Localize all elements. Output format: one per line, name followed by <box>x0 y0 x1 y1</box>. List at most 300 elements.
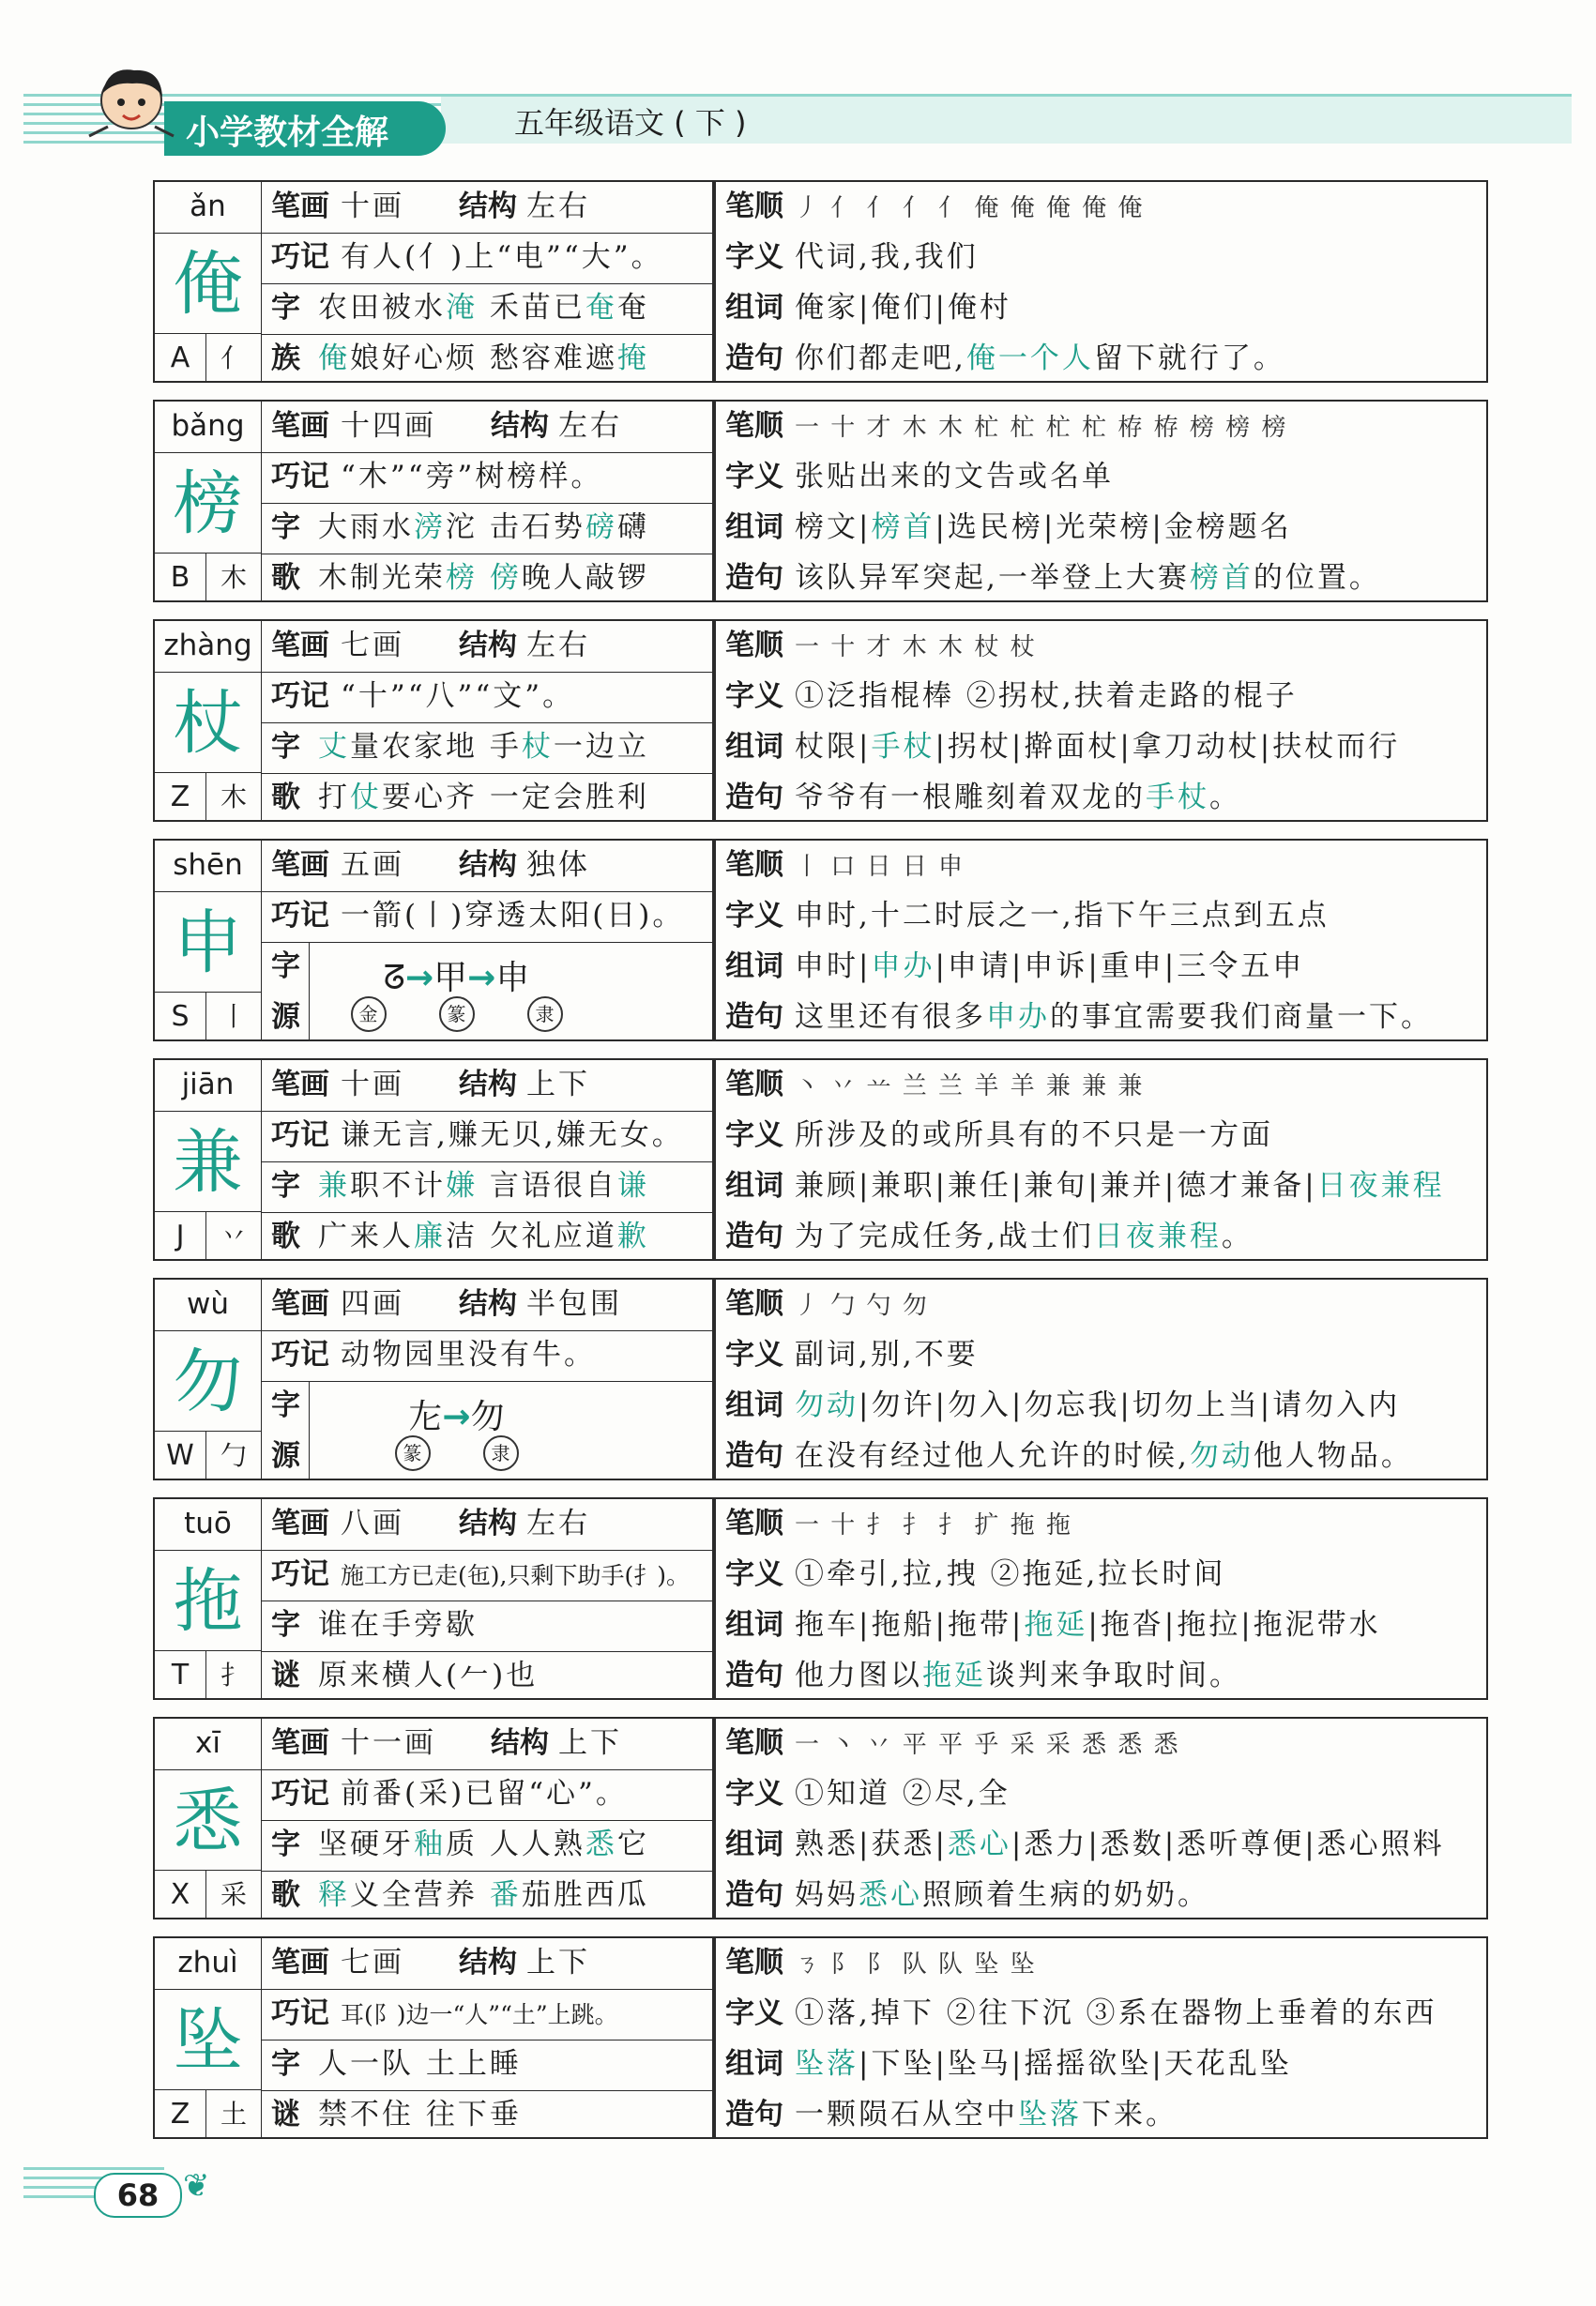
stroke-order-value: 一 十 才 木 木 杖 杖 <box>795 633 1037 661</box>
sentence-row <box>716 993 1490 1043</box>
rhyme-text: 奄 <box>616 291 649 325</box>
highlight-char: 傍 <box>489 561 522 595</box>
script-style-badge: 隶 <box>527 996 563 1032</box>
initial-letter: T <box>155 1651 206 1700</box>
rhyme-row <box>262 334 712 385</box>
boy-mascot-icon <box>80 61 183 155</box>
sentence-row <box>716 1432 1490 1482</box>
sentence-text: 。 <box>1209 781 1241 814</box>
rhyme-kind-label: 歌 <box>271 1878 300 1912</box>
words-row <box>716 1381 1490 1432</box>
meaning-value: ①泛指棍棒 ②拐杖,扶着走路的棍子 <box>795 679 1298 713</box>
mnemonic-value: 谦无言,赚无贝,嫌无女。 <box>341 1118 684 1152</box>
char-usage-box <box>714 180 1488 383</box>
words-row <box>716 722 1490 773</box>
meaning-row <box>716 672 1490 722</box>
highlight-char: 嫌 <box>446 1169 478 1203</box>
page-header <box>0 0 1596 178</box>
rhyme-text: 广来人 <box>318 1220 414 1253</box>
words-value: 申时| <box>795 949 872 983</box>
similar-char-row <box>262 283 712 335</box>
pinyin: ǎn <box>155 182 262 233</box>
meaning-label: 字义 <box>725 1777 783 1811</box>
meaning-row <box>716 891 1490 942</box>
mnemonic-row <box>262 452 712 504</box>
meaning-row <box>716 1550 1490 1601</box>
mnemonic-label: 巧记 <box>271 679 329 713</box>
structure-value: 半包围 <box>526 1287 622 1321</box>
sentence-text: 的事宜需要我们商量一下。 <box>1050 1000 1433 1034</box>
sentence-text: 这里还有很多 <box>795 1000 986 1034</box>
highlight-char: 榜 <box>446 561 478 595</box>
initial-letter: B <box>155 554 206 602</box>
pinyin: jiān <box>155 1060 262 1111</box>
initial-letter: J <box>155 1212 206 1261</box>
rhyme-row <box>262 1871 712 1921</box>
script-style-badge: 篆 <box>439 996 475 1032</box>
char-usage-box <box>714 1936 1488 2139</box>
script-style-badge: 篆 <box>395 1435 431 1471</box>
main-character: 俺 <box>155 233 262 334</box>
mnemonic-value: 耳(阝)边一“人”“土”上跳。 <box>341 2001 618 2028</box>
meaning-value: 申时,十二时辰之一,指下午三点到五点 <box>795 899 1330 933</box>
highlight-word: 榜首 <box>1189 561 1254 595</box>
similar-char-row <box>262 1161 712 1213</box>
words-row <box>716 503 1490 554</box>
rhyme-text: 人一队 土上睡 <box>318 2047 522 2081</box>
structure-value: 左右 <box>526 1507 590 1540</box>
highlight-char: 淹 <box>446 291 478 325</box>
mnemonic-row <box>262 1330 712 1382</box>
char-usage-box <box>714 1278 1488 1480</box>
mnemonic-value: 有人(亻)上“电”“大”。 <box>341 240 663 274</box>
meaning-row <box>716 1330 1490 1381</box>
ancient-glyph: 甲 <box>433 959 468 997</box>
strokes-row <box>262 182 712 234</box>
mnemonic-label: 巧记 <box>271 240 329 274</box>
meaning-value: ①知道 ②尽,全 <box>795 1777 1011 1811</box>
strokes-value: 十画 <box>341 1068 404 1101</box>
rhyme-text: 大雨水 <box>318 510 414 544</box>
stroke-order-value: 一 丶 丷 平 平 乎 采 采 悉 悉 悉 <box>795 1731 1180 1759</box>
char-entry <box>153 1278 1488 1480</box>
strokes-row <box>262 1938 712 1990</box>
words-row <box>716 1601 1490 1651</box>
rhyme-text: 礴 <box>616 510 649 544</box>
stroke-order-value: 丿 亻 亻 亻 亻 俺 俺 俺 俺 俺 <box>795 194 1145 222</box>
mnemonic-value: 动物园里没有牛。 <box>341 1338 596 1372</box>
highlight-word: 勿动 <box>1189 1439 1254 1473</box>
meaning-row <box>716 1989 1490 2040</box>
mnemonic-row <box>262 1550 712 1601</box>
structure-label: 结构 <box>459 1287 517 1321</box>
structure-label: 结构 <box>459 1507 517 1540</box>
char-info-box <box>153 1497 714 1700</box>
initial-letter: X <box>155 1871 206 1919</box>
mnemonic-label: 巧记 <box>271 1996 329 2030</box>
stroke-order-row <box>716 1719 1490 1769</box>
sentence-label: 造句 <box>725 2098 783 2132</box>
mnemonic-label: 巧记 <box>271 1338 329 1372</box>
highlight-word: 俺一个人 <box>965 341 1094 375</box>
words-value: |拐杖|擀面杖|拿刀动杖|扶杖而行 <box>935 730 1401 764</box>
origin-label: 源 <box>271 1439 300 1473</box>
highlight-char: 滂 <box>414 510 446 544</box>
sentence-row <box>716 1871 1490 1921</box>
main-character: 拖 <box>155 1550 262 1651</box>
meaning-value: 副词,别,不要 <box>795 1338 979 1372</box>
strokes-row <box>262 1719 712 1770</box>
ancient-glyph: 申 <box>495 959 530 997</box>
rhyme-text: 要心齐 一定会胜利 <box>382 781 649 814</box>
main-character: 勿 <box>155 1330 262 1432</box>
highlight-char: 仗 <box>350 781 382 814</box>
main-character: 申 <box>155 891 262 993</box>
highlight-char: 番 <box>489 1878 522 1912</box>
rhyme-text <box>478 561 490 595</box>
meaning-label: 字义 <box>725 460 783 493</box>
char-origin-evolution <box>309 1381 603 1480</box>
highlight-word: 勿动 <box>795 1388 859 1422</box>
meaning-label: 字义 <box>725 1557 783 1591</box>
structure-label: 结构 <box>459 1068 517 1101</box>
stroke-order-label: 笔顺 <box>725 848 783 882</box>
char-info-box <box>153 180 714 383</box>
char-usage-box <box>714 1497 1488 1700</box>
pinyin: shēn <box>155 841 262 891</box>
strokes-label: 笔画 <box>271 409 329 443</box>
char-entry <box>153 839 1488 1041</box>
stroke-order-row <box>716 182 1490 233</box>
char-label: 字 <box>271 1828 300 1861</box>
sentence-row <box>716 1651 1490 1702</box>
char-label: 字 <box>271 1169 300 1203</box>
sentence-label: 造句 <box>725 1878 783 1912</box>
stroke-order-label: 笔顺 <box>725 1287 783 1321</box>
rhyme-row <box>262 773 712 824</box>
highlight-word: 拖延 <box>1024 1608 1088 1642</box>
rhyme-text: 言语很自 <box>478 1169 617 1203</box>
words-value: 兼顾|兼职|兼任|兼旬|兼并|德才兼备| <box>795 1169 1317 1203</box>
structure-label: 结构 <box>459 848 517 882</box>
words-label: 组词 <box>725 949 783 983</box>
radical: 土 <box>206 2090 262 2139</box>
strokes-label: 笔画 <box>271 190 329 223</box>
char-entry <box>153 1717 1488 1919</box>
words-label: 组词 <box>725 1828 783 1861</box>
meaning-label: 字义 <box>725 1338 783 1372</box>
rhyme-row <box>262 1651 712 1702</box>
pinyin: xī <box>155 1719 262 1769</box>
sentence-label: 造句 <box>725 1000 783 1034</box>
mnemonic-value: “木”“旁”树榜样。 <box>341 460 603 493</box>
sentence-text: 妈妈 <box>795 1878 859 1912</box>
arrow-icon: → <box>442 1398 471 1436</box>
stroke-order-label: 笔顺 <box>725 629 783 662</box>
char-entry <box>153 400 1488 602</box>
words-label: 组词 <box>725 510 783 544</box>
highlight-char: 奄 <box>585 291 617 325</box>
meaning-value: ①落,掉下 ②往下沉 ③系在器物上垂着的东西 <box>795 1996 1437 2030</box>
leaf-icon: ❦ <box>183 2167 210 2205</box>
highlight-word: 拖延 <box>922 1659 986 1692</box>
words-value: |申请|申诉|重申|三令五申 <box>935 949 1305 983</box>
words-value: |勿许|勿入|勿忘我|切勿上当|请勿入内 <box>859 1388 1401 1422</box>
char-usage-box <box>714 1058 1488 1261</box>
char-entry <box>153 619 1488 822</box>
grade-subject: 五年级语文 ( 下 ) <box>514 105 747 141</box>
mnemonic-label: 巧记 <box>271 899 329 933</box>
stroke-order-row <box>716 1280 1490 1330</box>
char-label: 字 <box>271 949 300 983</box>
mnemonic-value: 施工方已走(㐌),只剩下助手(扌)。 <box>341 1562 690 1589</box>
words-value: 熟悉|获悉| <box>795 1828 948 1861</box>
meaning-row <box>716 1111 1490 1161</box>
highlight-char: 磅 <box>585 510 617 544</box>
strokes-row <box>262 1499 712 1551</box>
words-label: 组词 <box>725 1388 783 1422</box>
main-character: 杖 <box>155 672 262 773</box>
meaning-row <box>716 1769 1490 1820</box>
mnemonic-label: 巧记 <box>271 1118 329 1152</box>
sentence-row <box>716 554 1490 604</box>
structure-label: 结构 <box>491 409 549 443</box>
ancient-glyph: ᘔ <box>383 959 405 997</box>
meaning-label: 字义 <box>725 240 783 274</box>
script-style-badge: 隶 <box>483 1435 519 1471</box>
stroke-order-row <box>716 621 1490 672</box>
sentence-label: 造句 <box>725 561 783 595</box>
rhyme-text: 义全营养 <box>350 1878 490 1912</box>
rhyme-text: 量农家地 手 <box>350 730 522 764</box>
words-value: 杖限| <box>795 730 872 764</box>
strokes-label: 笔画 <box>271 1068 329 1101</box>
ancient-glyph: 㔫 <box>408 1398 443 1436</box>
char-info-box <box>153 400 714 602</box>
words-label: 组词 <box>725 730 783 764</box>
strokes-label: 笔画 <box>271 1726 329 1760</box>
rhyme-text: 原来横人(𠂉)也 <box>318 1659 539 1692</box>
highlight-char: 俺 <box>318 341 350 375</box>
highlight-word: 申办 <box>986 1000 1050 1034</box>
highlight-word: 手杖 <box>871 730 935 764</box>
rhyme-text: 木制光荣 <box>318 561 446 595</box>
highlight-char: 兼 <box>318 1169 350 1203</box>
words-row <box>716 283 1490 334</box>
stroke-order-label: 笔顺 <box>725 1068 783 1101</box>
mnemonic-label: 巧记 <box>271 460 329 493</box>
strokes-row <box>262 402 712 453</box>
similar-char-row <box>262 1820 712 1872</box>
meaning-value: 代词,我,我们 <box>795 240 979 274</box>
pinyin: zhàng <box>155 621 262 672</box>
char-label: 字 <box>271 291 300 325</box>
mnemonic-row <box>262 1111 712 1162</box>
rhyme-text: 洁 欠礼应道 <box>446 1220 617 1253</box>
sentence-text: 爷爷有一根雕刻着双龙的 <box>795 781 1146 814</box>
strokes-value: 十一画 <box>341 1726 436 1760</box>
highlight-word: 手杖 <box>1146 781 1209 814</box>
sentence-text: 他力图以 <box>795 1659 922 1692</box>
radical: 丨 <box>206 993 262 1041</box>
stroke-order-row <box>716 1499 1490 1550</box>
structure-value: 上下 <box>526 1068 590 1101</box>
strokes-label: 笔画 <box>271 848 329 882</box>
sentence-text: 该队异军突起,一举登上大赛 <box>795 561 1190 595</box>
stroke-order-value: 丶 丷 䒑 兰 兰 羊 羊 兼 兼 兼 <box>795 1072 1145 1100</box>
highlight-word: 申办 <box>871 949 935 983</box>
radical: 亻 <box>206 334 262 383</box>
rhyme-text: 沱 击石势 <box>446 510 585 544</box>
rhyme-text: 农田被水 <box>318 291 446 325</box>
rhyme-text: 打 <box>318 781 350 814</box>
rhyme-text: 坚硬牙 <box>318 1828 414 1861</box>
strokes-row <box>262 621 712 673</box>
mnemonic-row <box>262 891 712 943</box>
mnemonic-value: “十”“八”“文”。 <box>341 679 575 713</box>
highlight-word: 榜首 <box>871 510 935 544</box>
arrow-icon: → <box>404 959 434 997</box>
mnemonic-label: 巧记 <box>271 1777 329 1811</box>
mnemonic-value: 一箭(丨)穿透太阳(日)。 <box>341 899 685 933</box>
main-character: 榜 <box>155 452 262 554</box>
sentence-text: 在没有经过他人允许的时候, <box>795 1439 1190 1473</box>
pinyin: tuō <box>155 1499 262 1550</box>
highlight-word: 日夜兼程 <box>1316 1169 1445 1203</box>
rhyme-text: 职不计 <box>350 1169 446 1203</box>
words-row <box>716 942 1490 993</box>
rhyme-kind-label: 歌 <box>271 1220 300 1253</box>
highlight-char: 释 <box>318 1878 350 1912</box>
pinyin: zhuì <box>155 1938 262 1989</box>
rhyme-kind-label: 族 <box>271 341 300 375</box>
sentence-text: 谈判来争取时间。 <box>986 1659 1241 1692</box>
strokes-row <box>262 1280 712 1331</box>
char-info-box <box>153 619 714 822</box>
highlight-word: 悉心 <box>859 1878 922 1912</box>
stroke-order-value: 一 十 扌 扌 扌 扩 拖 拖 <box>795 1511 1072 1540</box>
rhyme-text: 茄胜西瓜 <box>521 1878 649 1912</box>
words-value: 榜文| <box>795 510 872 544</box>
strokes-label: 笔画 <box>271 1287 329 1321</box>
words-value: |下坠|坠马|摇摇欲坠|天花乱坠 <box>859 2047 1292 2081</box>
sentence-text: 下来。 <box>1082 2098 1178 2132</box>
strokes-value: 七画 <box>341 629 404 662</box>
sentence-label: 造句 <box>725 1659 783 1692</box>
highlight-char: 杖 <box>521 730 554 764</box>
mnemonic-row <box>262 1989 712 2041</box>
ancient-glyph: 勿 <box>470 1398 505 1436</box>
stroke-order-row <box>716 1938 1490 1989</box>
sentence-text: 的位置。 <box>1253 561 1381 595</box>
meaning-label: 字义 <box>725 1118 783 1152</box>
initial-letter: S <box>155 993 206 1041</box>
structure-label: 结构 <box>491 1726 549 1760</box>
meaning-row <box>716 233 1490 283</box>
sentence-text: 照顾着生病的奶奶。 <box>922 1878 1209 1912</box>
meaning-label: 字义 <box>725 679 783 713</box>
char-origin-evolution <box>309 942 603 1041</box>
radical: 勹 <box>206 1432 262 1480</box>
words-row <box>716 2040 1490 2090</box>
structure-value: 左右 <box>558 409 622 443</box>
radical: 丷 <box>206 1212 262 1261</box>
script-style-tags <box>310 996 603 1032</box>
strokes-label: 笔画 <box>271 1507 329 1540</box>
strokes-value: 七画 <box>341 1946 404 1980</box>
rhyme-row <box>262 1212 712 1263</box>
highlight-char: 歉 <box>616 1220 649 1253</box>
main-character: 悉 <box>155 1769 262 1871</box>
words-label: 组词 <box>725 291 783 325</box>
meaning-value: ①牵引,拉,拽 ②拖延,拉长时间 <box>795 1557 1226 1591</box>
stroke-order-value: 一 十 才 木 木 杧 杧 杧 杧 栫 栫 榜 榜 榜 <box>795 414 1288 442</box>
pinyin: wù <box>155 1280 262 1330</box>
char-entry <box>153 1936 1488 2139</box>
highlight-word: 坠落 <box>795 2047 859 2081</box>
initial-letter: Z <box>155 773 206 822</box>
meaning-row <box>716 452 1490 503</box>
rhyme-kind-label: 歌 <box>271 561 300 595</box>
rhyme-text: 禁不住 往下垂 <box>318 2098 522 2132</box>
stroke-order-row <box>716 1060 1490 1111</box>
char-info-box <box>153 1058 714 1261</box>
char-usage-box <box>714 839 1488 1041</box>
script-style-tags <box>310 1435 603 1471</box>
sentence-label: 造句 <box>725 1220 783 1253</box>
origin-glyphs <box>310 951 603 999</box>
strokes-value: 四画 <box>341 1287 404 1321</box>
rhyme-kind-label: 谜 <box>271 2098 300 2132</box>
strokes-label: 笔画 <box>271 1946 329 1980</box>
similar-char-row <box>262 1601 712 1652</box>
char-info-box <box>153 1936 714 2139</box>
meaning-label: 字义 <box>725 1996 783 2030</box>
stroke-order-value: 丿 勹 勺 勿 <box>795 1292 929 1320</box>
char-info-box <box>153 839 714 1041</box>
structure-value: 上下 <box>558 1726 622 1760</box>
sentence-label: 造句 <box>725 1439 783 1473</box>
sentence-text: 留下就行了。 <box>1093 341 1285 375</box>
similar-char-row <box>262 2040 712 2091</box>
char-entry <box>153 1497 1488 1700</box>
words-label: 组词 <box>725 2047 783 2081</box>
main-character: 坠 <box>155 1989 262 2090</box>
char-label: 字 <box>271 2047 300 2081</box>
highlight-char: 廉 <box>414 1220 446 1253</box>
rhyme-text: 一边立 <box>553 730 649 764</box>
structure-label: 结构 <box>459 629 517 662</box>
origin-glyphs <box>310 1390 603 1438</box>
radical: 采 <box>206 1871 262 1919</box>
radical: 木 <box>206 554 262 602</box>
strokes-row <box>262 841 712 892</box>
page-number: 68 <box>94 2173 182 2218</box>
highlight-char: 悉 <box>585 1828 617 1861</box>
rhyme-text: 晚人敲锣 <box>521 561 649 595</box>
stroke-order-label: 笔顺 <box>725 1946 783 1980</box>
sentence-row <box>716 334 1490 385</box>
char-usage-box <box>714 1717 1488 1919</box>
rhyme-kind-label: 谜 <box>271 1659 300 1692</box>
sentence-text: 他人物品。 <box>1253 1439 1413 1473</box>
initial-letter: W <box>155 1432 206 1480</box>
structure-value: 左右 <box>526 629 590 662</box>
script-style-badge: 金 <box>351 996 387 1032</box>
strokes-value: 十四画 <box>341 409 436 443</box>
strokes-value: 五画 <box>341 848 404 882</box>
rhyme-text: 质 人人熟 <box>446 1828 585 1861</box>
